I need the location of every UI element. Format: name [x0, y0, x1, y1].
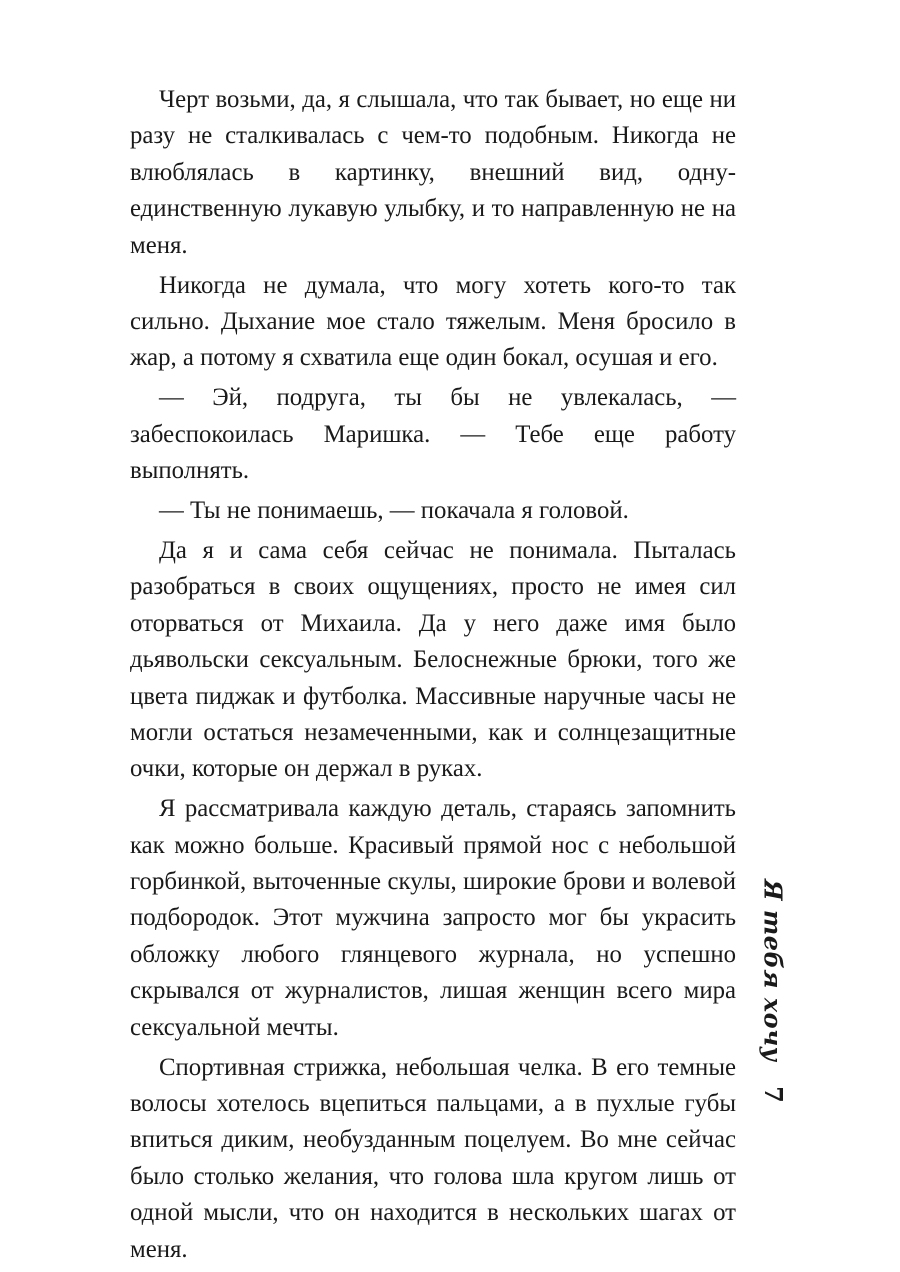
running-title [757, 878, 789, 1062]
paragraph-1: Черт возьми, да, я слышала, что так бывает, но еще ни разу не сталкивалась с чем-то подобным. Никогда не влюблялась в картинку, внешний вид, одну-единственную лукавую улыбку, и то направленную не на меня. [130, 86, 736, 259]
paragraph-5: Да я и сама себя сейчас не понимала. Пыталась разобраться в своих ощущениях, просто не имея сил оторваться от Михаила. Да у него даже имя было дьявольски сексуальным. Белоснежные брюки, того же цвета пиджак и футболка. Массивные наручные часы не могли остаться незамеченными, как и солнцезащитные очки, которые он держал в руках. [130, 536, 736, 783]
paragraph-6: Я рассматривала каждую деталь, стараясь запомнить как можно больше. Красивый прямой нос с небольшой горбинкой, выточенные скулы, широкие брови и волевой подбородок. Этот мужчина запросто мог бы украсить обложку любого глянцевого журнала, но успешно скрывался от журналистов, лишая женщин всего мира сексуальной мечты. [130, 795, 736, 1041]
paragraph-2: Никогда не думала, что могу хотеть кого-то так сильно. Дыхание мое стало тяжелым. Меня бросило в жар, а потому я схватила еще один бокал, осушая и его. [130, 271, 736, 372]
paragraph-4: — Ты не понимаешь, — покачала я головой. [159, 496, 629, 524]
body-text [130, 82, 736, 1272]
page-number-text: 7 [758, 1085, 788, 1103]
paragraph-7: Спортивная стрижка, небольшая челка. В его темные волосы хотелось вцепиться пальцами, а в пухлые губы впиться диким, необузданным поцелуем. Во мне сейчас было столько желания, что голова шла кругом лишь от одной мысли, что он находится в нескольких шагах от меня. [130, 1053, 736, 1263]
running-title-text: Я тебя хочу [758, 878, 788, 1062]
page-number [757, 1078, 789, 1110]
paragraph-3: — Эй, подруга, ты бы не увлекалась, — забеспокоилась Маришка. — Тебе еще работу выполнять. [130, 384, 736, 485]
